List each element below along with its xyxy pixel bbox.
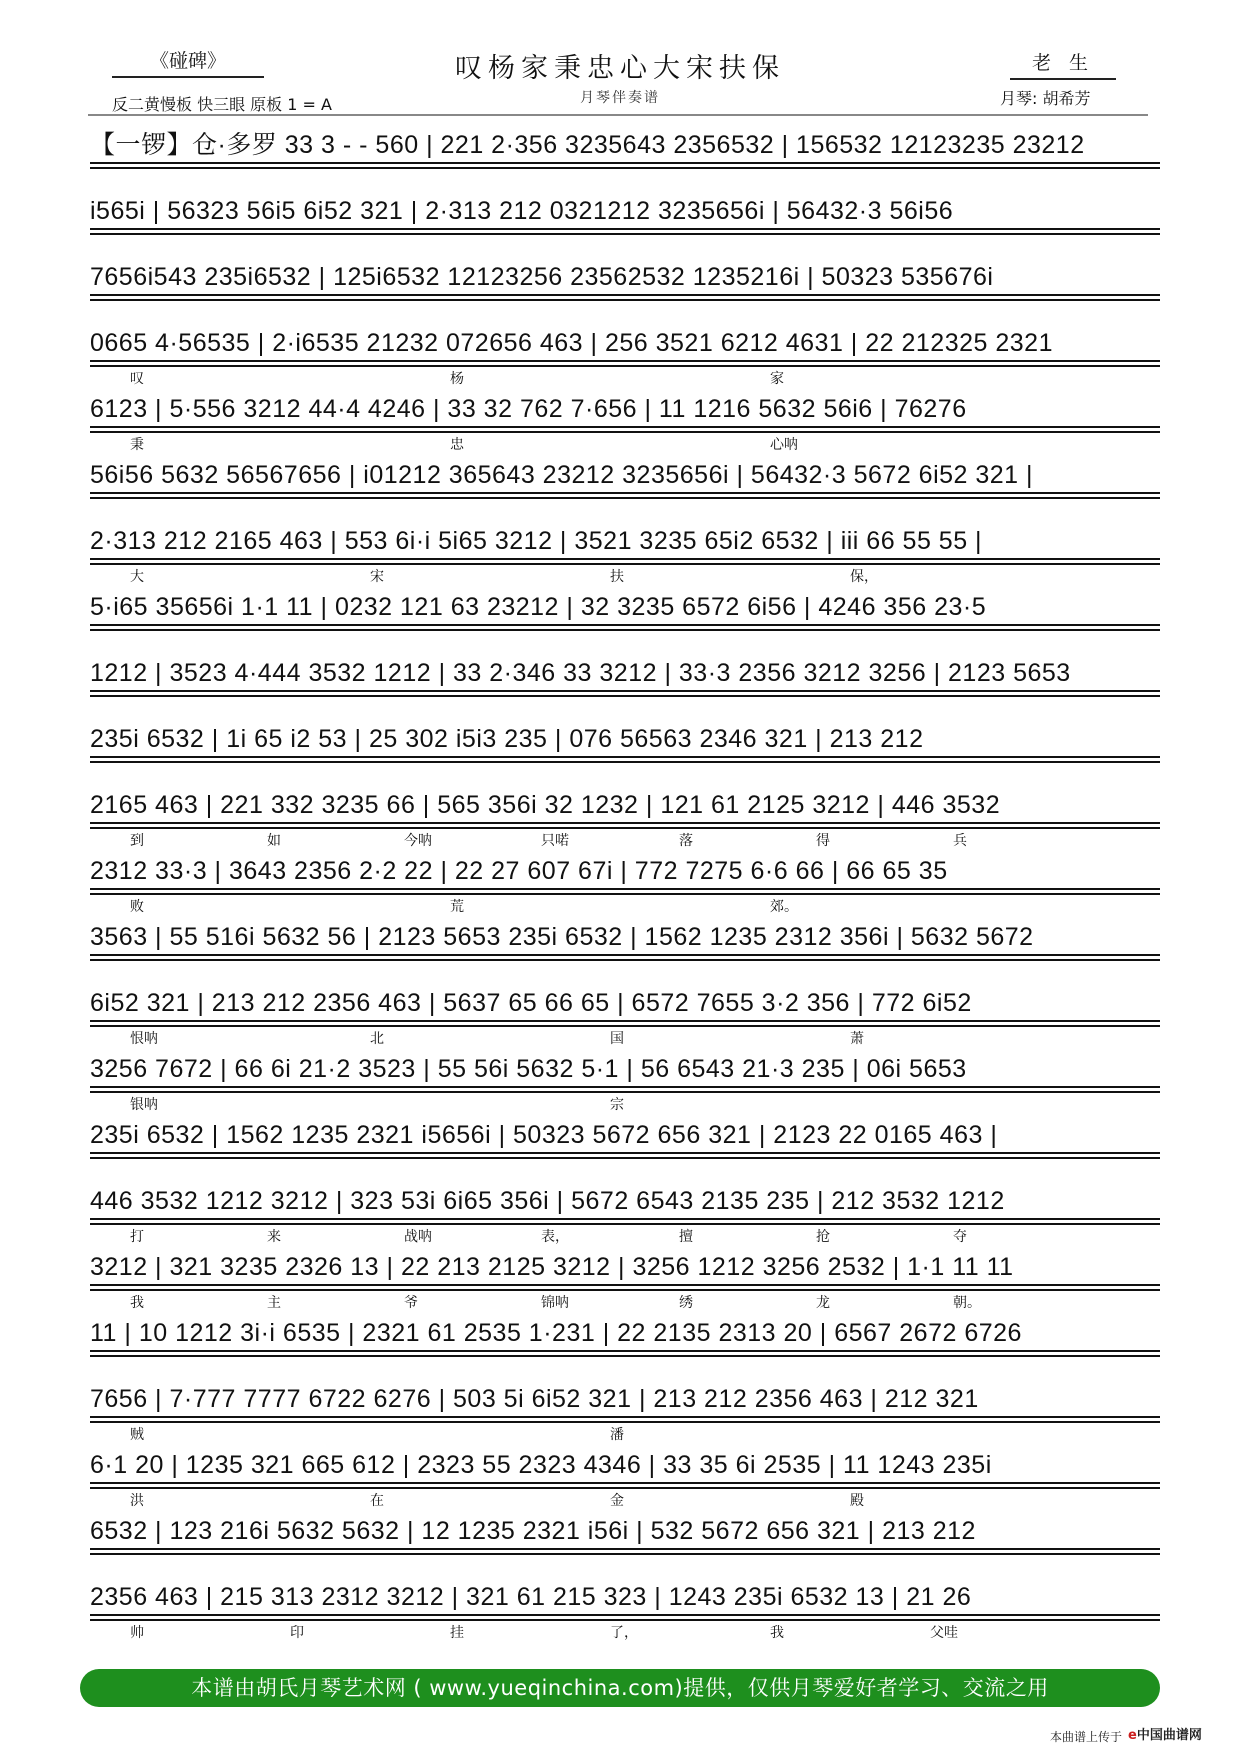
page-subtitle: 月琴伴奏谱 xyxy=(580,90,660,106)
lyric-char: 殿 xyxy=(850,1493,864,1509)
arranger-info: 月琴: 胡希芳 xyxy=(1000,89,1091,108)
score-notes: 6i52 321 | 213 212 2356 463 | 5637 65 66 65 | 6572 7655 3·2 356 | 772 6i52 xyxy=(90,988,1160,1027)
score-line xyxy=(90,328,1160,358)
lyric-char: 叹 xyxy=(130,371,144,387)
lyric-char: 荒 xyxy=(450,899,464,915)
lyric-char: 印 xyxy=(290,1625,304,1641)
lyric-char: 如 xyxy=(267,833,281,849)
lyric-char: 抢 xyxy=(816,1229,830,1245)
score-notes: 3256 7672 | 66 6i 21·2 3523 | 55 56i 5632 5·1 | 56 6543 21·3 235 | 06i 5653 xyxy=(90,1054,1160,1093)
score-notes: 11 | 10 1212 3i·i 6535 | 2321 61 2535 1·231 | 22 2135 2313 20 | 6567 2672 6726 xyxy=(90,1318,1160,1357)
lyric-line xyxy=(90,566,1140,584)
lyric-char: 我 xyxy=(130,1295,144,1311)
lyric-line xyxy=(90,1226,1140,1244)
score-notes: 【一锣】仓·多罗 33 3 - - 560 | 221 2·356 3235643 2356532 | 156532 12123235 23212 xyxy=(90,130,1160,169)
score-notes: 235i 6532 | 1562 1235 2321 i5656i | 50323 5672 656 321 | 2123 22 0165 463 | xyxy=(90,1120,1160,1159)
score-notes: 6·1 20 | 1235 321 665 612 | 2323 55 2323 4346 | 33 35 6i 2535 | 11 1243 235i xyxy=(90,1450,1160,1489)
lyric-char: 了， xyxy=(610,1625,638,1641)
lyric-char: 表， xyxy=(541,1229,569,1245)
score-line xyxy=(90,1450,1160,1480)
role-label: 老 生 xyxy=(1010,48,1116,80)
logo-text: 中国曲谱网 xyxy=(1136,1728,1202,1743)
footer-banner: 本谱由胡氏月琴艺术网 ( www.yueqinchina.com)提供，仅供月琴爱好者学习、交流之用 xyxy=(80,1669,1160,1707)
score-line xyxy=(90,856,1160,886)
score-line xyxy=(90,592,1160,622)
lyric-char: 败 xyxy=(130,899,144,915)
lyric-char: 打 xyxy=(130,1229,144,1245)
upload-credit: 本曲谱上传于 xyxy=(1050,1730,1123,1744)
score-line xyxy=(90,1582,1160,1612)
score-line xyxy=(90,526,1160,556)
lyric-line xyxy=(90,1622,1140,1640)
lyric-char: 到 xyxy=(130,833,144,849)
score-line xyxy=(90,724,1160,754)
score-line xyxy=(90,922,1160,952)
header-divider xyxy=(88,114,1148,116)
lyric-char: 宗 xyxy=(610,1097,624,1113)
score-line xyxy=(90,790,1160,820)
score-notes: 7656 | 7·777 7777 6722 6276 | 503 5i 6i52 321 | 213 212 2356 463 | 212 321 xyxy=(90,1384,1160,1423)
lyric-line xyxy=(90,1424,1140,1442)
lyric-char: 战呐 xyxy=(404,1229,432,1245)
lyric-char: 宋 xyxy=(370,569,384,585)
score-line xyxy=(90,1318,1160,1348)
lyric-char: 金 xyxy=(610,1493,624,1509)
score-notes: 2165 463 | 221 332 3235 66 | 565 356i 32 1232 | 121 61 2125 3212 | 446 3532 xyxy=(90,790,1160,829)
score-line xyxy=(90,658,1160,688)
score-notes: 446 3532 1212 3212 | 323 53i 6i65 356i | 5672 6543 2135 235 | 212 3532 1212 xyxy=(90,1186,1160,1225)
score-notes: 3563 | 55 516i 5632 56 | 2123 5653 235i 6532 | 1562 1235 2312 356i | 5632 5672 xyxy=(90,922,1160,961)
lyric-char: 洪 xyxy=(130,1493,144,1509)
score-line xyxy=(90,1120,1160,1150)
lyric-char: 恨呐 xyxy=(130,1031,158,1047)
site-logo xyxy=(1128,1724,1202,1743)
lyric-char: 扶 xyxy=(610,569,624,585)
lyric-line xyxy=(90,1094,1140,1112)
lyric-char: 来 xyxy=(267,1229,281,1245)
lyric-char: 国 xyxy=(610,1031,624,1047)
score-notes: 56i56 5632 56567656 | i01212 365643 23212 3235656i | 56432·3 5672 6i52 321 | xyxy=(90,460,1160,499)
score-line xyxy=(90,1252,1160,1282)
score-line xyxy=(90,1186,1160,1216)
score-notes: 0665 4·56535 | 2·i6535 21232 072656 463 | 256 3521 6212 4631 | 22 212325 2321 xyxy=(90,328,1160,367)
lyric-char: 银呐 xyxy=(130,1097,158,1113)
score-line xyxy=(90,988,1160,1018)
score-line xyxy=(90,196,1160,226)
lyric-char: 夺 xyxy=(953,1229,967,1245)
page-title: 叹杨家秉忠心大宋扶保 xyxy=(455,53,785,84)
lyric-char: 龙 xyxy=(816,1295,830,1311)
lyric-char: 擅 xyxy=(679,1229,693,1245)
score-notes: 2312 33·3 | 3643 2356 2·2 22 | 22 27 607 67i | 772 7275 6·6 66 | 66 65 35 xyxy=(90,856,1160,895)
score-notes: 6123 | 5·556 3212 44·4 4246 | 33 32 762 7·656 | 11 1216 5632 56i6 | 76276 xyxy=(90,394,1160,433)
lyric-char: 我 xyxy=(770,1625,784,1641)
lyric-char: 家 xyxy=(770,371,784,387)
lyric-char: 潘 xyxy=(610,1427,624,1443)
lyric-char: 在 xyxy=(370,1493,384,1509)
lyric-char: 落 xyxy=(679,833,693,849)
lyric-char: 只喏 xyxy=(541,833,569,849)
lyric-line xyxy=(90,1490,1140,1508)
score-notes: 6532 | 123 216i 5632 5632 | 12 1235 2321 i56i | 532 5672 656 321 | 213 212 xyxy=(90,1516,1160,1555)
lyric-char: 贼 xyxy=(130,1427,144,1443)
lyric-char: 兵 xyxy=(953,833,967,849)
score-line xyxy=(90,1054,1160,1084)
score-notes: 7656i543 235i6532 | 125i6532 12123256 23562532 1235216i | 50323 535676i xyxy=(90,262,1160,301)
lyric-char: 杨 xyxy=(450,371,464,387)
score-line xyxy=(90,262,1160,292)
lyric-char: 帅 xyxy=(130,1625,144,1641)
lyric-char: 主 xyxy=(267,1295,281,1311)
lyric-char: 今呐 xyxy=(404,833,432,849)
lyric-line xyxy=(90,434,1140,452)
lyric-char: 北 xyxy=(370,1031,384,1047)
lyric-char: 萧 xyxy=(850,1031,864,1047)
lyric-char: 挂 xyxy=(450,1625,464,1641)
score-notes: 3212 | 321 3235 2326 13 | 22 213 2125 3212 | 3256 1212 3256 2532 | 1·1 11 11 xyxy=(90,1252,1160,1291)
lyric-char: 锦呐 xyxy=(541,1295,569,1311)
lyric-char: 大 xyxy=(130,569,144,585)
lyric-line xyxy=(90,1292,1140,1310)
score-line xyxy=(90,1384,1160,1414)
opera-name: 《碰碑》 xyxy=(112,46,264,78)
score-notes: 1212 | 3523 4·444 3532 1212 | 33 2·346 33 3212 | 33·3 2356 3212 3256 | 2123 5653 xyxy=(90,658,1160,697)
score-notes: 235i 6532 | 1i 65 i2 53 | 25 302 i5i3 235 | 076 56563 2346 321 | 213 212 xyxy=(90,724,1160,763)
score-notes: 2356 463 | 215 313 2312 3212 | 321 61 215 323 | 1243 235i 6532 13 | 21 26 xyxy=(90,1582,1160,1621)
lyric-line xyxy=(90,896,1140,914)
lyric-char: 郊。 xyxy=(770,899,798,915)
score-line xyxy=(90,394,1160,424)
logo-mark-icon: e xyxy=(1128,1728,1137,1743)
lyric-char: 朝。 xyxy=(953,1295,981,1311)
lyric-char: 父哇 xyxy=(930,1625,958,1641)
lyric-char: 忠 xyxy=(450,437,464,453)
score-notes: 5·i65 35656i 1·1 11 | 0232 121 63 23212 | 32 3235 6572 6i56 | 4246 356 23·5 xyxy=(90,592,1160,631)
lyric-char: 得 xyxy=(816,833,830,849)
lyric-char: 心呐 xyxy=(770,437,798,453)
lyric-char: 保， xyxy=(850,569,878,585)
lyric-line xyxy=(90,368,1140,386)
lyric-char: 爷 xyxy=(404,1295,418,1311)
lyric-line xyxy=(90,830,1140,848)
tempo-key-info: 反二黄慢板 快三眼 原板 1 = A xyxy=(112,95,332,114)
score-line xyxy=(90,460,1160,490)
score-notes: i565i | 56323 56i5 6i52 321 | 2·313 212 0321212 3235656i | 56432·3 56i56 xyxy=(90,196,1160,235)
score-line xyxy=(90,130,1160,160)
lyric-char: 秉 xyxy=(130,437,144,453)
lyric-char: 绣 xyxy=(679,1295,693,1311)
score-notes: 2·313 212 2165 463 | 553 6i·i 5i65 3212 | 3521 3235 65i2 6532 | iii 66 55 55 | xyxy=(90,526,1160,565)
lyric-line xyxy=(90,1028,1140,1046)
score-line xyxy=(90,1516,1160,1546)
